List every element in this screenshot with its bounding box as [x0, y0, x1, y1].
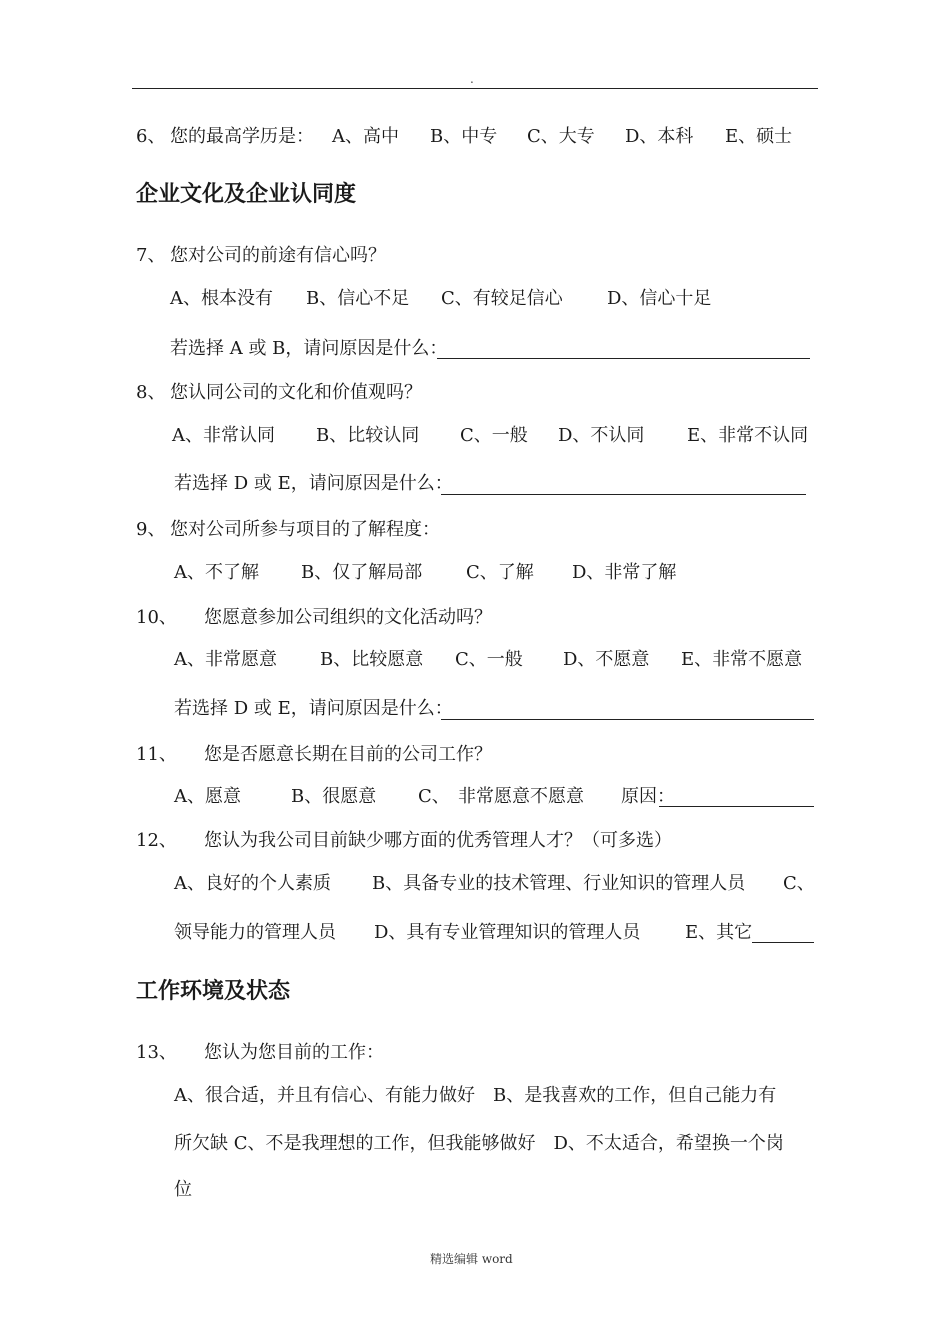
- q9-option-b[interactable]: B、仅了解局部: [301, 562, 423, 583]
- q11-option-c-label: 非常愿意不愿意: [458, 786, 584, 807]
- q13-options-line2[interactable]: 所欠缺 C、不是我理想的工作，但我能够做好 D、不太适合，希望换一个岗: [174, 1133, 784, 1154]
- q7-option-c[interactable]: C、有较足信心: [441, 288, 563, 309]
- q11-option-c[interactable]: C、: [418, 786, 450, 807]
- q9-number: 9、: [136, 519, 166, 540]
- q10-option-b[interactable]: B、比较愿意: [320, 649, 424, 670]
- q8-option-d[interactable]: D、不认同: [558, 425, 645, 446]
- q11-reason-field[interactable]: [659, 806, 814, 807]
- q10-option-e[interactable]: E、非常不愿意: [681, 649, 803, 670]
- q12-option-a[interactable]: A、良好的个人素质: [174, 873, 331, 894]
- q11-number: 11、: [136, 744, 177, 765]
- q11-text: 您是否愿意长期在目前的公司工作？: [204, 744, 492, 765]
- q7-number: 7、: [136, 245, 166, 266]
- q11-option-b[interactable]: B、很愿意: [291, 786, 377, 807]
- q13-text: 您认为您目前的工作：: [204, 1042, 384, 1063]
- q7-reason-field[interactable]: [437, 358, 810, 359]
- q12-option-c[interactable]: C、: [783, 873, 815, 894]
- q8-option-a[interactable]: A、非常认同: [172, 425, 275, 446]
- q10-text: 您愿意参加公司组织的文化活动吗？: [204, 607, 492, 628]
- q12-option-b[interactable]: B、具备专业的技术管理、行业知识的管理人员: [372, 873, 746, 894]
- q7-option-b[interactable]: B、信心不足: [306, 288, 410, 309]
- q12-other-field[interactable]: [752, 942, 814, 943]
- q10-option-c[interactable]: C、一般: [455, 649, 523, 670]
- q10-number: 10、: [136, 607, 177, 628]
- q8-number: 8、: [136, 382, 166, 403]
- q10-option-a[interactable]: A、非常愿意: [174, 649, 277, 670]
- q7-option-d[interactable]: D、信心十足: [607, 288, 712, 309]
- q6-option-a[interactable]: A、高中: [332, 126, 399, 147]
- q13-number: 13、: [136, 1042, 177, 1063]
- q12-option-e[interactable]: E、其它: [685, 922, 753, 943]
- footer-text: 精选编辑 word: [430, 1252, 513, 1266]
- q13-options-line1[interactable]: A、很合适，并且有信心、有能力做好 B、是我喜欢的工作，但自己能力有: [174, 1085, 777, 1106]
- q12-option-d[interactable]: D、具有专业管理知识的管理人员: [374, 922, 641, 943]
- q7-followup-label: 若选择 A 或 B，请问原因是什么：: [170, 338, 448, 359]
- q6-text: 您的最高学历是：: [170, 126, 314, 147]
- q8-option-b[interactable]: B、比较认同: [316, 425, 420, 446]
- q12-number: 12、: [136, 830, 177, 851]
- q6-number: 6、: [136, 126, 166, 147]
- q9-option-c[interactable]: C、了解: [466, 562, 534, 583]
- q9-text: 您对公司所参与项目的了解程度：: [170, 519, 440, 540]
- q6-option-d[interactable]: D、本科: [625, 126, 694, 147]
- q13-options-line3: 位: [174, 1179, 192, 1200]
- q8-followup-label: 若选择 D 或 E，请问原因是什么：: [174, 473, 453, 494]
- q9-option-a[interactable]: A、不了解: [174, 562, 259, 583]
- section-heading-work: 工作环境及状态: [136, 979, 291, 1004]
- q10-option-d[interactable]: D、不愿意: [563, 649, 650, 670]
- q7-option-a[interactable]: A、根本没有: [170, 288, 273, 309]
- q12-text: 您认为我公司目前缺少哪方面的优秀管理人才？（可多选）: [204, 830, 672, 851]
- header-rule: [132, 88, 818, 89]
- q7-text: 您对公司的前途有信心吗？: [170, 245, 386, 266]
- q10-followup-label: 若选择 D 或 E，请问原因是什么：: [174, 698, 453, 719]
- q11-option-a[interactable]: A、愿意: [174, 786, 241, 807]
- header-mark: .: [470, 72, 474, 86]
- q12-option-c-cont: 领导能力的管理人员: [174, 922, 336, 943]
- q8-text: 您认同公司的文化和价值观吗？: [170, 382, 422, 403]
- section-heading-culture: 企业文化及企业认同度: [136, 182, 357, 207]
- q10-reason-field[interactable]: [441, 719, 814, 720]
- q6-option-e[interactable]: E、硕士: [725, 126, 793, 147]
- q6-option-b[interactable]: B、中专: [430, 126, 498, 147]
- q9-option-d[interactable]: D、非常了解: [572, 562, 677, 583]
- q8-option-c[interactable]: C、一般: [460, 425, 528, 446]
- q8-reason-field[interactable]: [441, 494, 806, 495]
- q11-reason-label: 原因：: [621, 786, 675, 807]
- q6-option-c[interactable]: C、大专: [527, 126, 595, 147]
- q8-option-e[interactable]: E、非常不认同: [687, 425, 809, 446]
